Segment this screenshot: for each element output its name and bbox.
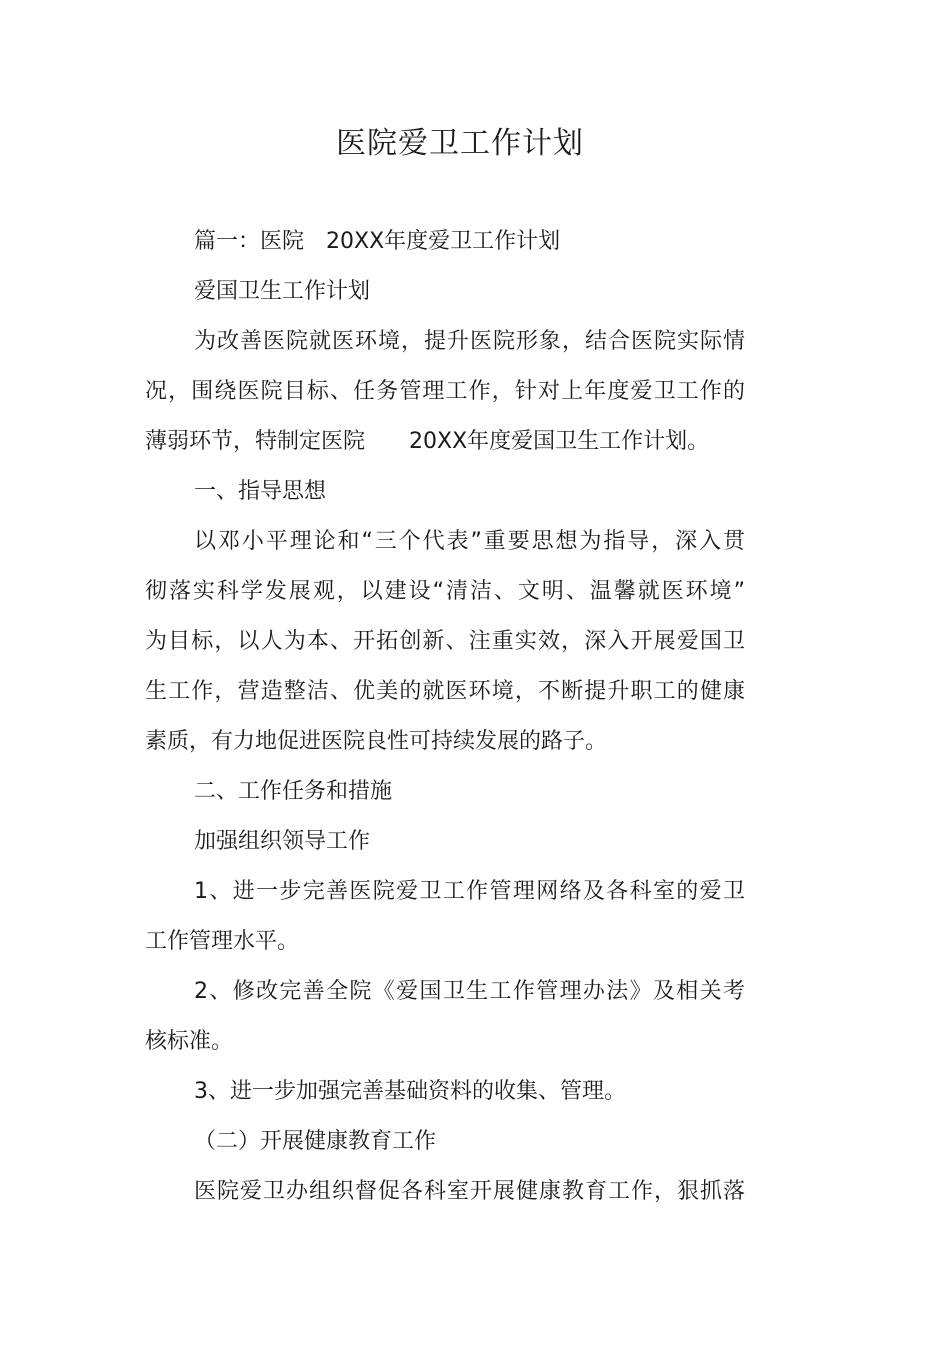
paragraph-line: 以邓小平理论和“三个代表”重要思想为指导，深入贯 bbox=[194, 529, 745, 554]
paragraph-line: 况，围绕医院目标、任务管理工作，针对上年度爱卫工作的 bbox=[145, 379, 745, 404]
paragraph-line: 一、指导思想 bbox=[194, 479, 327, 504]
paragraph-line: 工作管理水平。 bbox=[145, 929, 300, 954]
document-title: 医院爱卫工作计划 bbox=[336, 126, 584, 161]
paragraph-line: 1、进一步完善医院爱卫工作管理网络及各科室的爱卫 bbox=[194, 879, 745, 904]
paragraph-line: 为目标，以人为本、开拓创新、注重实效，深入开展爱国卫 bbox=[145, 629, 745, 654]
paragraph-line: 篇一：医院 20XX年度爱卫工作计划 bbox=[194, 229, 561, 254]
paragraph-line: 素质，有力地促进医院良性可持续发展的路子。 bbox=[145, 729, 608, 754]
paragraph-line: 薄弱环节，特制定医院 20XX年度爱国卫生工作计划。 bbox=[145, 429, 710, 454]
paragraph-line: 二、工作任务和措施 bbox=[194, 779, 393, 804]
document-body bbox=[145, 217, 745, 1217]
paragraph-line: （二）开展健康教育工作 bbox=[194, 1129, 437, 1154]
paragraph-line: 爱国卫生工作计划 bbox=[194, 279, 371, 304]
paragraph-line: 生工作，营造整洁、优美的就医环境，不断提升职工的健康 bbox=[145, 679, 745, 704]
paragraph-line: 医院爱卫办组织督促各科室开展健康教育工作，狠抓落 bbox=[194, 1179, 745, 1204]
paragraph-line: 核标准。 bbox=[145, 1029, 234, 1054]
paragraph-line: 3、进一步加强完善基础资料的收集、管理。 bbox=[194, 1079, 626, 1104]
paragraph-line: 2、修改完善全院《爱国卫生工作管理办法》及相关考 bbox=[194, 979, 745, 1004]
paragraph-line: 加强组织领导工作 bbox=[194, 829, 371, 854]
paragraph-line: 为改善医院就医环境，提升医院形象，结合医院实际情 bbox=[194, 329, 745, 354]
paragraph-line: 彻落实科学发展观，以建设“清洁、文明、温馨就医环境” bbox=[145, 579, 745, 604]
